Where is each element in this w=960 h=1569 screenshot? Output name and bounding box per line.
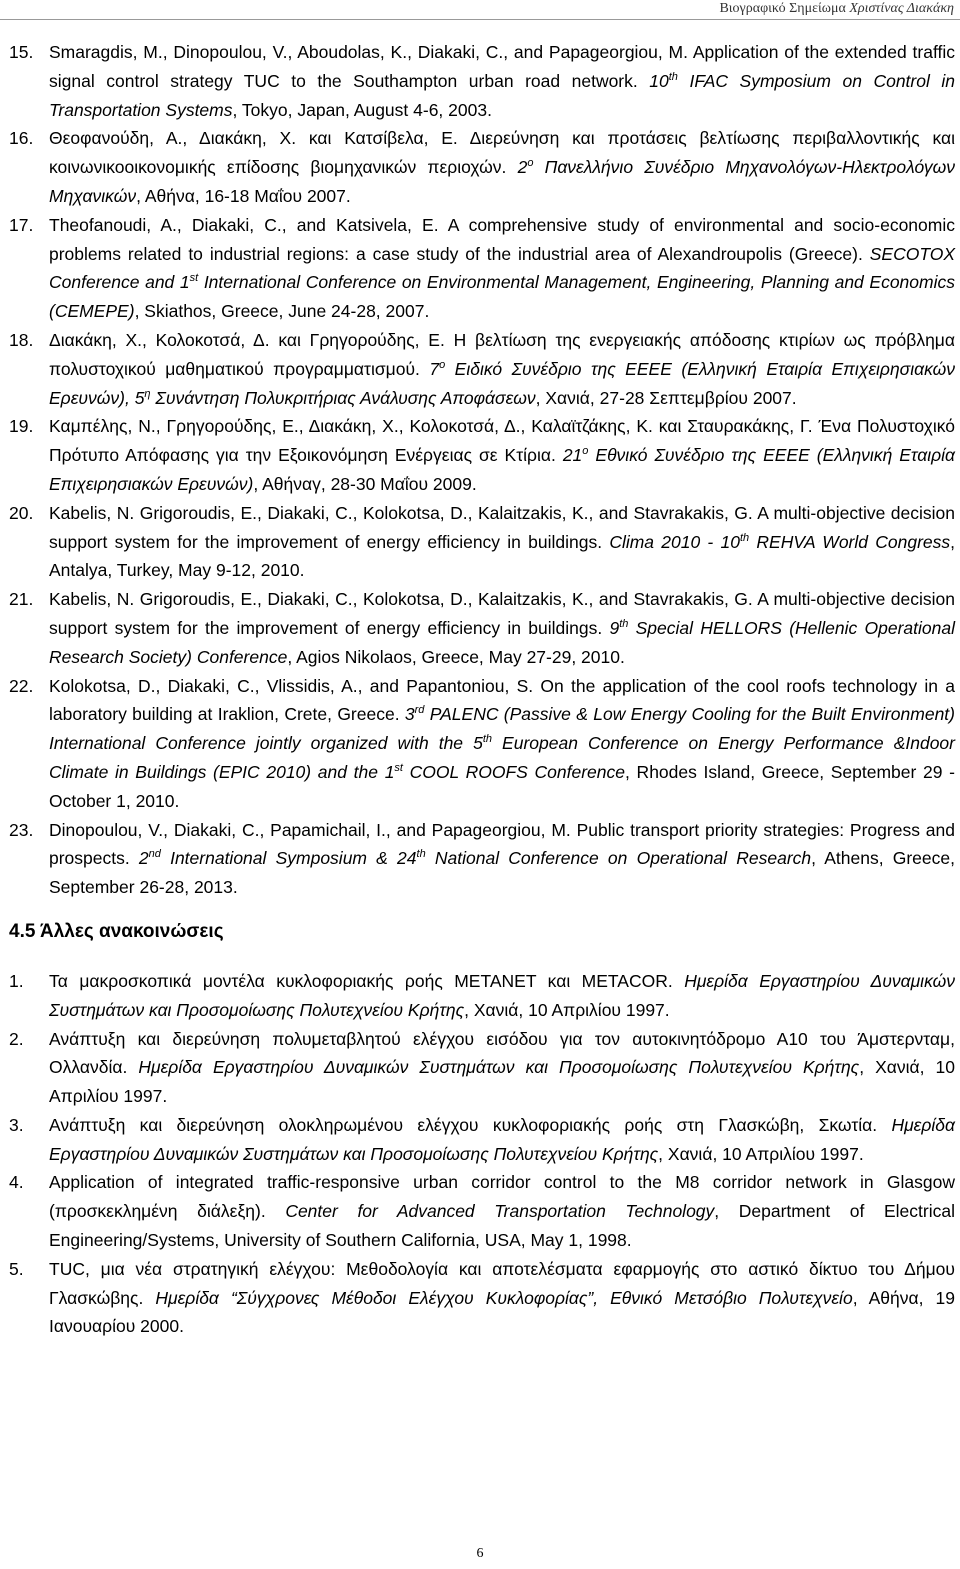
superscript: ο <box>527 157 534 170</box>
superscript: ο <box>582 445 589 458</box>
list-item <box>9 672 955 816</box>
venue-text: 7 <box>429 358 440 379</box>
superscript: st <box>189 272 199 285</box>
item-number: 3. <box>9 1114 24 1135</box>
venue-text: Ειδικό Συνέδριο της ΕΕΕΕ (Ελληνική Εταιρία Επιχειρησιακών Ερευνών), 5 <box>49 358 955 408</box>
list-item <box>9 326 955 412</box>
superscript: st <box>394 762 403 775</box>
superscript: rd <box>414 704 425 717</box>
citation-text: Smaragdis, M., Dinopoulou, V., Aboudolas, K., Diakaki, C., and Papageorgiou, M. Application of the extended traffic signal control strategy TUC to the Southampton urban road network. <box>49 42 955 91</box>
announcement-list <box>9 967 955 1341</box>
superscript: th <box>482 733 492 746</box>
venue-text: IFAC Symposium on Control in Transportation Systems <box>49 70 956 120</box>
item-number: 17. <box>9 214 34 235</box>
venue-text: Center for Advanced Transportation Technology <box>285 1201 715 1222</box>
item-number: 18. <box>9 329 34 350</box>
citation-text: Θεοφανούδη, Α., Διακάκη, Χ. και Κατσίβελα, Ε. Διερεύνηση και προτάσεις βελτίωσης περιβαλλοντικής και κοινωνικοοικονομικής επίδοσης βιομηχανικών περιοχών. <box>49 128 955 178</box>
citation-text: , Χανιά, 10 Απριλίου 1997. <box>49 1057 956 1107</box>
venue-text: National Conference on Operational Research <box>425 848 812 869</box>
venue-text: 9 <box>609 617 620 638</box>
item-number: 5. <box>9 1258 24 1279</box>
venue-text: Ημερίδα Εργαστηρίου Δυναμικών Συστημάτων και Προσομοίωσης Πολυτεχνείου Κρήτης <box>138 1057 860 1078</box>
citation-text: Kabelis, N. Grigoroudis, E., Diakaki, C., Kolokotsa, D., Kalaitzakis, K., and Stavrakakis, G. A multi-objective decision support system for the improvement of energy efficiency in buildings. <box>49 502 955 552</box>
citation-text: Καμπέλης, Ν., Γρηγορούδης, Ε., Διακάκη, Χ., Κολοκοτσά, Δ., Καλαϊτζάκης, Κ. και Σταυρακάκης, Γ. Ένα Πολυστοχικό Πρότυπο Απόφασης για την Εξοικονόμηση Ενέργειας σε Κτίρια. <box>49 416 955 466</box>
citation-text: , Αθήνα, 16-18 Μαΐου 2007. <box>136 185 351 206</box>
page-number: 6 <box>476 1546 484 1561</box>
header-title: Βιογραφικό Σημείωμα <box>719 1 850 16</box>
venue-text: 21 <box>562 445 583 466</box>
list-item <box>9 38 955 124</box>
list-item <box>9 1111 955 1169</box>
list-item <box>9 412 955 498</box>
superscript: th <box>668 70 678 83</box>
list-item <box>9 1255 955 1341</box>
list-item <box>9 499 955 585</box>
citation-text: Διακάκη, Χ., Κολοκοτσά, Δ. και Γρηγορούδης, Ε. Η βελτίωση της ενεργειακής απόδοσης κτιρίων ως πρόβλημα πολυστοχικού μαθηματικού προγραμματισμού. <box>49 329 955 379</box>
venue-text: 10 <box>649 70 669 91</box>
superscript: ο <box>439 358 446 371</box>
superscript: th <box>416 848 426 861</box>
citation-text: Kabelis, N. Grigoroudis, E., Diakaki, C., Kolokotsa, D., Kalaitzakis, K., and Stavrakakis, G. A multi-objective decision support system for the improvement of energy efficiency in buildings. <box>49 589 955 638</box>
item-number: 1. <box>9 970 24 991</box>
superscript: nd <box>148 848 161 861</box>
venue-text: Clima 2010 - 10 <box>609 531 740 552</box>
citation-text: TUC, μια νέα στρατηγική ελέγχου: Μεθοδολογία και αποτελέσματα εφαρμογής στο αστικό δίκτυο του Δήμου Γλασκώβης. <box>49 1258 955 1308</box>
venue-text: Εθνικό Συνέδριο της ΕΕΕΕ (Ελληνική Εταιρία Επιχειρησιακών Ερευνών) <box>49 445 955 494</box>
citation-text: , Χανιά, 10 Απριλίου 1997. <box>464 999 670 1020</box>
venue-text: Special HELLORS (Hellenic Operational Research Society) Conference <box>49 617 956 667</box>
citation-text: Ανάπτυξη και διερεύνηση ολοκληρωμένου ελέγχου κυκλοφοριακής ροής στη Γλασκώβη, Σκωτία. <box>49 1114 892 1135</box>
venue-text: Ημερίδα Εργαστηρίου Δυναμικών Συστημάτων και Προσομοίωσης Πολυτεχνείου Κρήτης <box>49 1114 955 1164</box>
venue-text: SECOTOX Conference and 1 <box>49 243 955 293</box>
venue-text: International Symposium & 24 <box>160 848 417 869</box>
venue-text: PALENC (Passive & Low Energy Cooling for the Built Environment) International Conference jointly organized with the 5 <box>49 704 955 754</box>
venue-text: Πανελλήνιο Συνέδριο Μηχανολόγων-Ηλεκτρολόγων Μηχανικών <box>49 157 956 206</box>
venue-text: 2 <box>517 157 528 178</box>
citation-text: , Skiathos, Greece, June 24-28, 2007. <box>134 301 430 322</box>
item-number: 20. <box>9 502 34 523</box>
header-divider <box>0 19 960 20</box>
header-author: Χριστίνας Διακάκη <box>849 1 954 16</box>
venue-text: Ημερίδα “Σύγχρονες Μέθοδοι Ελέγχου Κυκλοφορίας”, Εθνικό Μετσόβιο Πολυτεχνείο <box>155 1287 853 1308</box>
list-item <box>9 1168 955 1254</box>
item-number: 23. <box>9 819 34 840</box>
list-item <box>9 124 955 210</box>
citation-text: , Χανιά, 27-28 Σεπτεμβρίου 2007. <box>535 387 797 408</box>
venue-text: Συνάντηση Πολυκριτήριας Ανάλυσης Αποφάσεων <box>150 387 536 408</box>
citation-text: , Athens, Greece, September 26-28, 2013. <box>49 848 955 898</box>
list-item <box>9 816 955 902</box>
citation-text: Ανάπτυξη και διερεύνηση πολυμεταβλητού ελέγχου εισόδου για τον αυτοκινητόδρομο Α10 του Άμστερνταμ, Ολλανδία. <box>49 1028 955 1078</box>
superscript: η <box>144 387 151 400</box>
item-number: 21. <box>9 589 34 610</box>
item-number: 2. <box>9 1028 24 1049</box>
citation-text: , Rhodes Island, Greece, September 29 - October 1, 2010. <box>49 761 955 811</box>
citation-text: , Αθήνα, 19 Ιανουαρίου 2000. <box>49 1287 955 1337</box>
venue-text: International Conference on Environmental Management, Engineering, Planning and Economics (CEMEPE) <box>49 272 955 322</box>
citation-text: , Χανιά, 10 Απριλίου 1997. <box>658 1143 864 1164</box>
citation-text: Application of integrated traffic-responsive urban corridor control to the M8 corridor network in Glasgow (προσκεκλημένη διάλεξη). <box>49 1172 955 1222</box>
venue-text: 2 <box>138 848 149 869</box>
conference-list <box>9 38 955 902</box>
superscript: th <box>739 531 750 544</box>
venue-text: European Conference on Energy Performance &Indoor Climate in Buildings (EPIC 2010) and the 1 <box>49 733 955 782</box>
list-item <box>9 211 955 326</box>
citation-text: , Department of Electrical Engineering/Systems, University of Southern California, USA, May 1, 1998. <box>49 1201 955 1251</box>
citation-text: Τα μακροσκοπικά μοντέλα κυκλοφοριακής ροής METANET και METACOR. <box>49 970 685 991</box>
citation-text: , Agios Nikolaos, Greece, May 27-29, 2010. <box>287 646 625 667</box>
venue-text: 3 <box>404 704 415 725</box>
list-item <box>9 585 955 671</box>
item-number: 16. <box>9 128 34 149</box>
page-content <box>9 38 955 1341</box>
section-heading: 4.5 Άλλες ανακοινώσεις <box>9 920 224 942</box>
venue-text: COOL ROOFS Conference <box>402 761 626 782</box>
item-number: 4. <box>9 1172 24 1193</box>
item-number: 19. <box>9 416 34 437</box>
list-item <box>9 1025 955 1111</box>
citation-text: , Antalya, Turkey, May 9-12, 2010. <box>49 531 956 581</box>
citation-text: , Tokyo, Japan, August 4-6, 2003. <box>232 99 492 120</box>
venue-text: REHVA World Congress <box>749 531 951 552</box>
citation-text: Theofanoudi, A., Diakaki, C., and Katsivela, E. A comprehensive study of environmental and socio-economic problems related to industrial regions: a case study of the industrial area of Alexandroupolis (Greece). <box>49 214 955 264</box>
list-item <box>9 967 955 1025</box>
item-number: 22. <box>9 675 34 696</box>
citation-text: , Αθήναγ, 28-30 Μαΐου 2009. <box>253 473 477 494</box>
citation-text: Dinopoulou, V., Diakaki, C., Papamichail, I., and Papageorgiou, M. Public transport priority strategies: Progress and prospects. <box>49 819 955 869</box>
venue-text: Ημερίδα Εργαστηρίου Δυναμικών Συστημάτων και Προσομοίωσης Πολυτεχνείου Κρήτης <box>49 970 955 1020</box>
page-header <box>719 1 954 17</box>
item-number: 15. <box>9 42 34 62</box>
citation-text: Kolokotsa, D., Diakaki, C., Vlissidis, A., and Papantoniou, S. On the application of the cool roofs technology in a laboratory building at Iraklion, Crete, Greece. <box>49 675 955 725</box>
superscript: th <box>619 618 629 631</box>
